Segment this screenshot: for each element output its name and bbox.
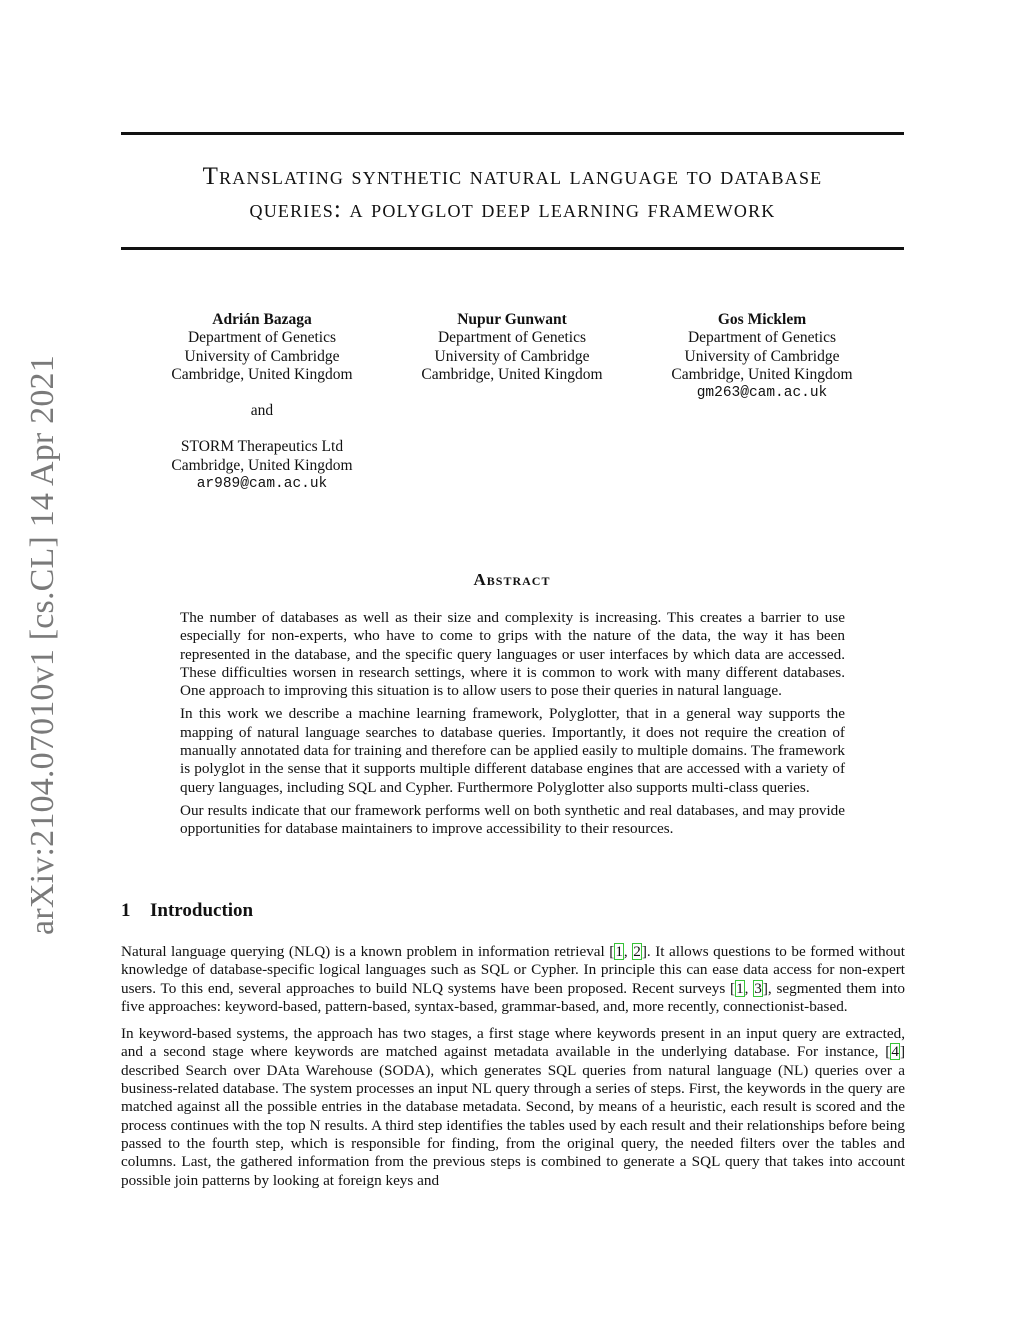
author-location: Cambridge, United Kingdom [171,365,353,383]
section-number: 1 [121,900,131,921]
author-university: University of Cambridge [434,347,590,365]
author-2 [421,311,602,384]
author-3 [671,311,852,402]
body-paragraph [121,1025,905,1190]
abstract-paragraph: The number of databases as well as their size and complexity is increasing. This creates a barrier to use especially for non-experts, who have to come to grips with the nature of the data, the way it has been represented in the database, and the specific query languages or user interfaces by which data are accessed. These difficulties worsen in research settings, where it is common to work with many different databases. One approach to improving this situation is to allow users to pose their queries in natural language. [180,609,845,700]
text-run: In keyword-based systems, the approach has two stages, a first stage where keywords present in an input query are extracted, and a second stage where keywords are matched against metadata available in the underlying database. For instance, [ [121,1025,905,1061]
paper-title [121,160,904,226]
arxiv-identifier: arXiv:2104.07010v1 [cs.CL] 14 Apr 2021 [24,355,61,935]
author-name: Gos Micklem [717,311,807,328]
citation-link[interactable]: 2 [633,943,641,960]
author-department: Department of Genetics [687,329,837,347]
introduction-body [121,943,905,1199]
author-department: Department of Genetics [187,329,337,347]
citation-link[interactable]: 3 [754,979,762,997]
author-name: Adrián Bazaga [212,311,312,328]
title-bottom-rule [121,247,904,250]
author-university: University of Cambridge [184,347,340,365]
citation-link[interactable]: 4 [891,1043,899,1061]
author-location: Cambridge, United Kingdom [671,365,853,383]
title-line-2: queries: a polyglot deep learning framework [249,196,776,223]
title-top-rule [121,132,904,135]
author-connector: and [250,402,274,420]
abstract-paragraph: Our results indicate that our framework performs well on both synthetic and real databases, and may provide opportunities for database maintainers to improve accessibility to their resources. [180,801,845,838]
author-location: Cambridge, United Kingdom [421,365,603,383]
text-run: , [744,979,754,997]
section-title: Introduction [150,900,254,921]
author-department: Department of Genetics [437,329,587,347]
author-second-location: Cambridge, United Kingdom [171,456,353,474]
author-email[interactable]: gm263@cam.ac.uk [696,385,828,402]
author-university: University of Cambridge [684,347,840,365]
abstract-heading: Abstract [473,570,551,589]
author-name: Nupur Gunwant [457,311,567,328]
text-run: ]. It allows questions to be formed without knowledge of database-specific logical languages such as SQL or Cypher. In principle this can ease data access for non-expert users. To this end, several approaches to build NLQ systems have been proposed. Recent surveys [ [121,943,905,997]
abstract [180,609,845,844]
text-run: ] described Search over DAta Warehouse (SODA), which generates SQL queries from natural language (NL) queries over a business-related database. The system processes an input NL query through a series of steps. First, the keywords in the query are matched against all the possible entries in the database metadata. Second, by means of a heuristic, each result is scored and the process continues with the top N results. A third step identifies the tables used by each result and their relationships before being passed to the fourth step, which is responsible for finding, from the original query, the needed filters over the tables and columns. Last, the gathered information from the previous steps is combined to generate a SQL query that takes into account possible join patterns by looking at foreign keys and [121,1043,905,1189]
author-email[interactable]: ar989@cam.ac.uk [196,476,328,493]
text-run: ], segmented them into five approaches: keyword-based, pattern-based, syntax-based, grammar-based, and, more recently, connectionist-based. [121,979,906,1015]
text-run: , [623,943,633,960]
title-line-1: Translating synthetic natural language to database [202,163,823,190]
abstract-paragraph: In this work we describe a machine learning framework, Polyglotter, that in a general way supports the mapping of natural language searches to database queries. Importantly, it does not require the creation of manually annotated data for training and therefore can be applied easily to multiple domains. The framework is polyglot in the sense that it supports multiple different database engines that are accessed with a variety of query languages, including SQL and Cypher. Furthermore Polyglotter also supports multi-class queries. [180,705,845,796]
author-1 [171,311,352,493]
body-paragraph [121,943,905,1016]
text-run: Natural language querying (NLQ) is a known problem in information retrieval [ [121,943,615,960]
section-heading-introduction [121,900,253,922]
citation-link[interactable]: 1 [615,943,623,960]
author-second-affiliation: STORM Therapeutics Ltd [180,438,344,456]
citation-link[interactable]: 1 [736,979,744,997]
